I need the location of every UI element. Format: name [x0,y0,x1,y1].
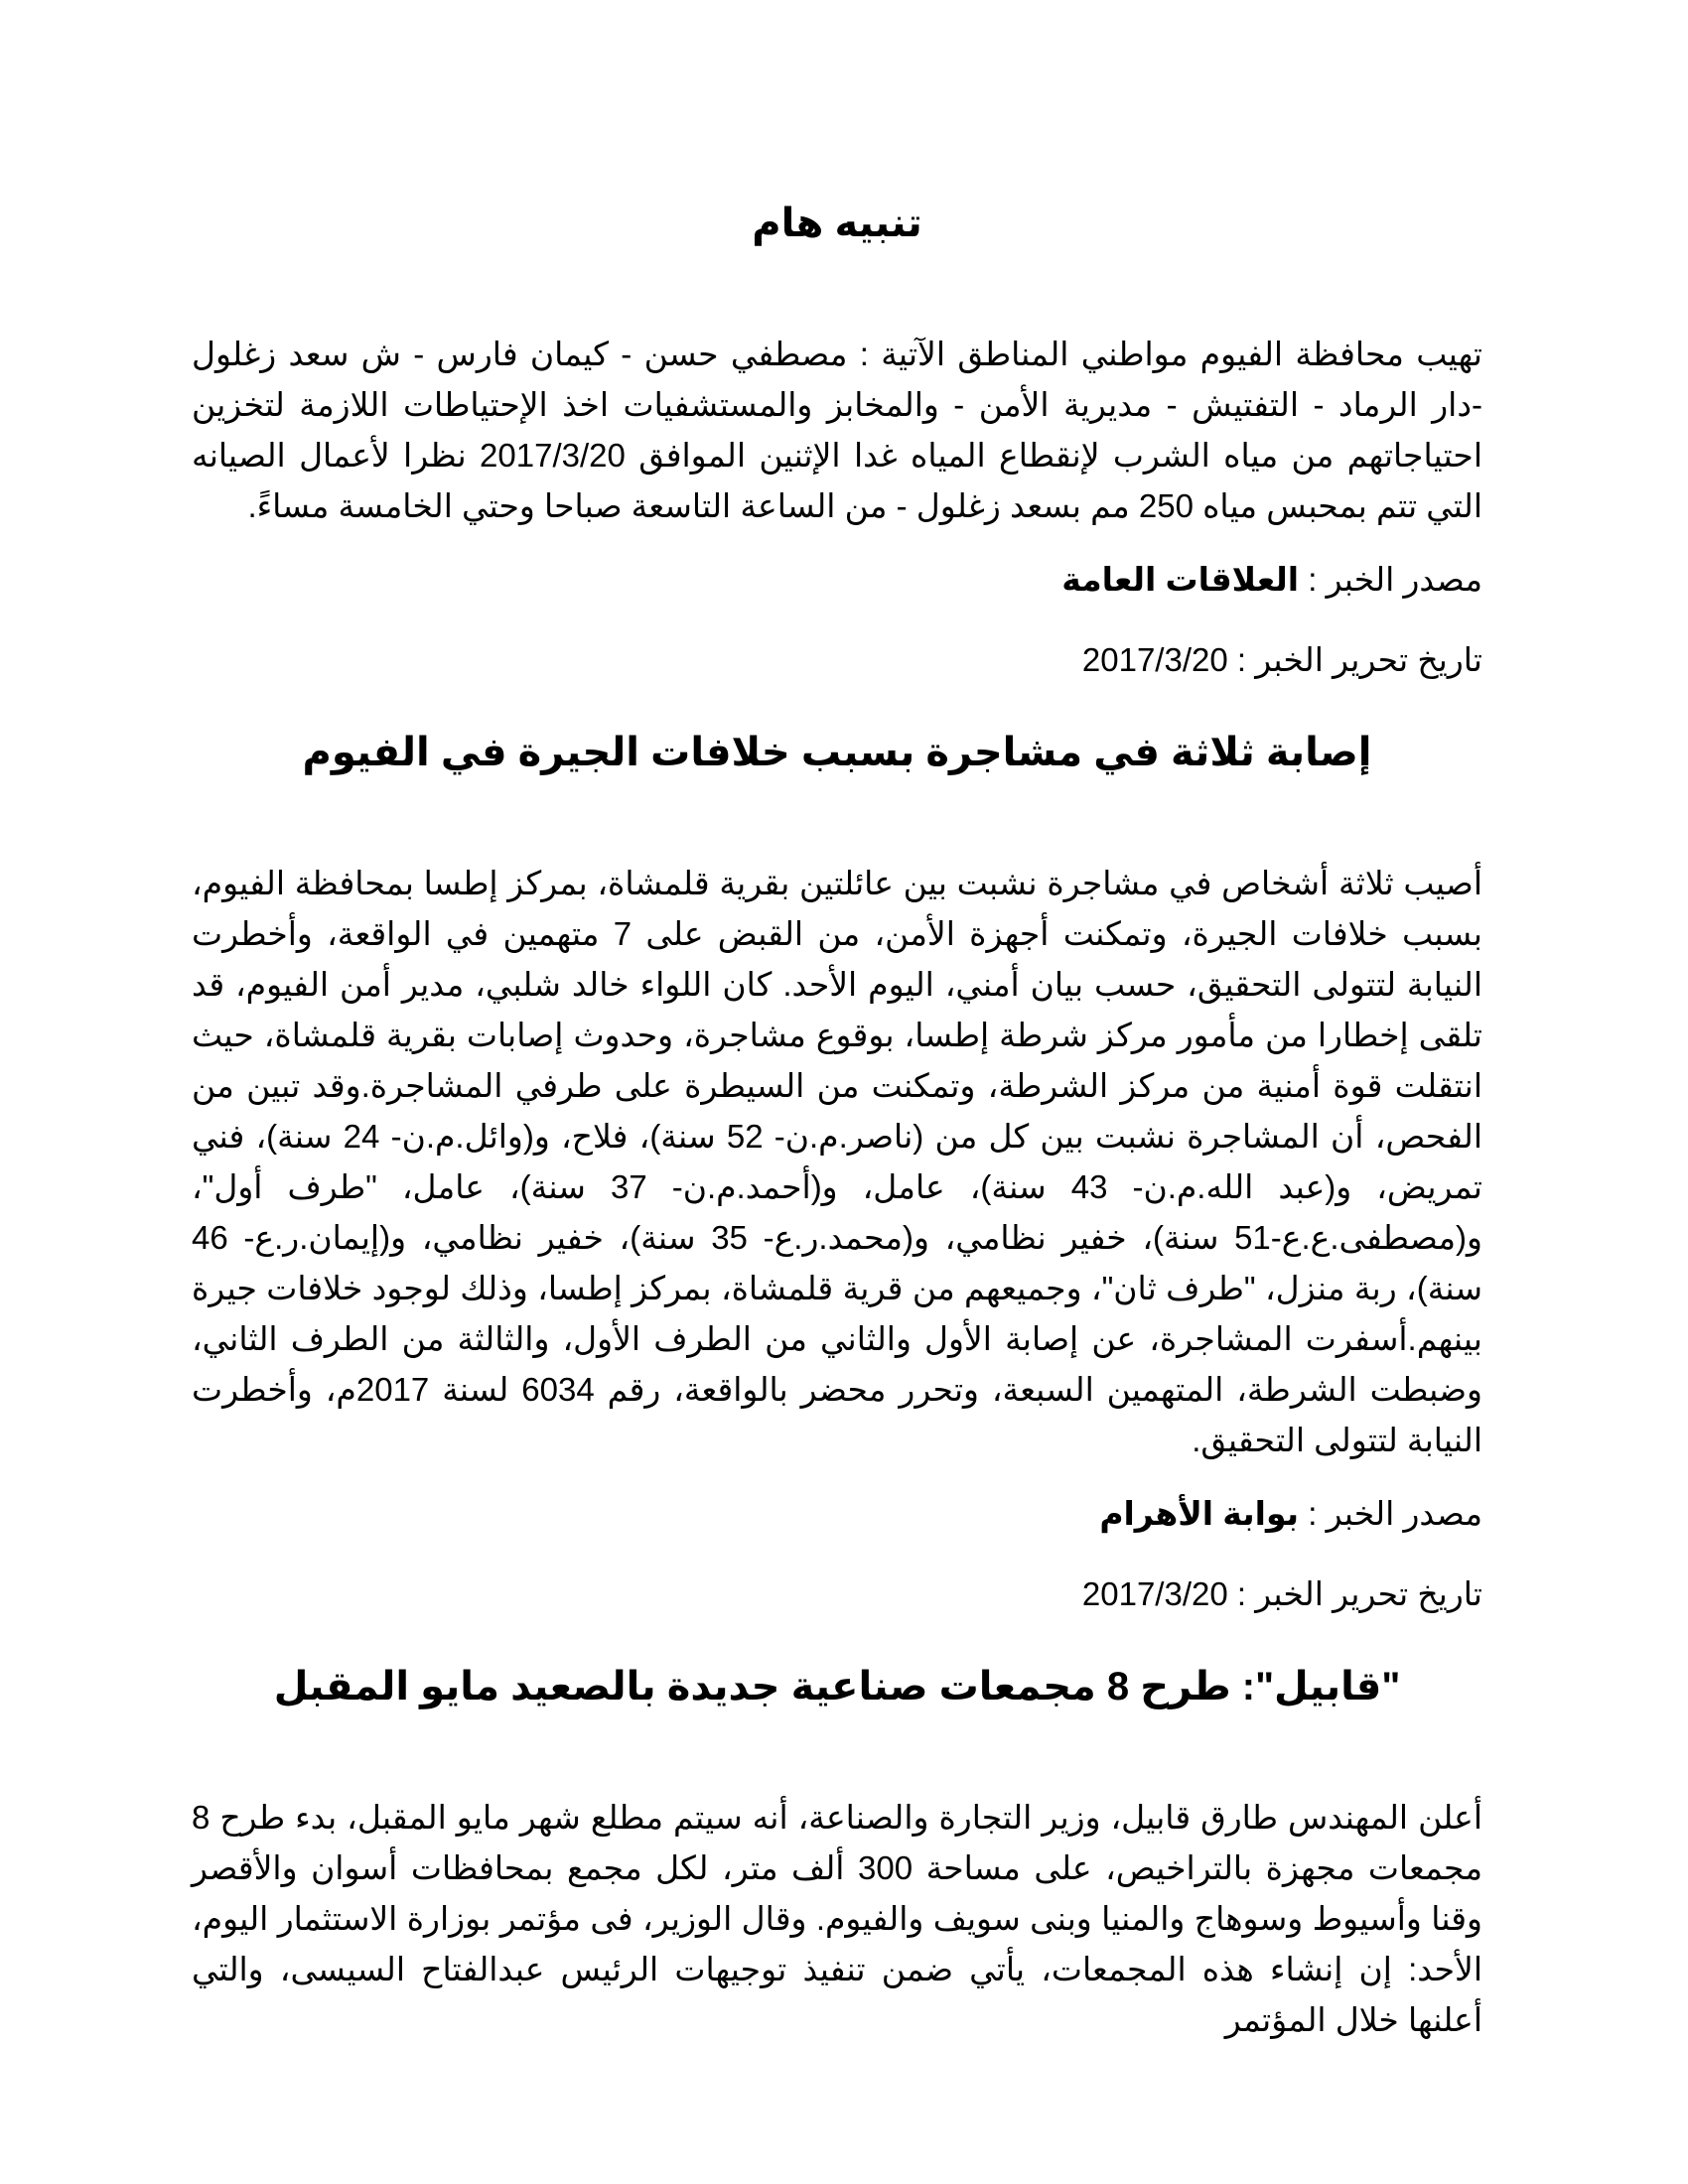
source-label: مصدر الخبر : [1308,1495,1482,1532]
article1-date [192,1569,1482,1619]
document-content [192,194,1482,2045]
date-label: تاريخ تحرير الخبر : [1236,641,1482,678]
article2-body: أعلن المهندس طارق قابيل، وزير التجارة والصناعة، أنه سيتم مطلع شهر مايو المقبل، بدء طرح 8 مجمعات مجهزة بالتراخيص، على مساحة 300 ألف متر، لكل مجمع بمحافظات أسوان والأقصر وقنا وأسيوط وسوهاج والمنيا وبنى سويف والفيوم. وقال الوزير، فى مؤتمر بوزارة الاستثمار اليوم، الأحد: إن إنشاء هذه المجمعات، يأتي ضمن تنفيذ توجيهات الرئيس عبدالفتاح السيسى، والتي أعلنها خلال المؤتمر [192,1799,1483,2038]
notice-source [192,554,1482,605]
article1-body: أصيب ثلاثة أشخاص في مشاجرة نشبت بين عائلتين بقرية قلمشاة، بمركز إطسا بمحافظة الفيوم، بسبب خلافات الجيرة، وتمكنت أجهزة الأمن، من القبض على 7 متهمين في الواقعة، وأخطرت النيابة لتتولى التحقيق، حسب بيان أمني، اليوم الأحد. كان اللواء خالد شلبي، مدير أمن الفيوم، قد تلقى إخطارا من مأمور مركز شرطة إطسا، بوقوع مشاجرة، وحدوث إصابات بقرية قلمشاة، حيث انتقلت قوة أمنية من مركز الشرطة، وتمكنت من السيطرة على طرفي المشاجرة.وقد تبين من الفحص، أن المشاجرة نشبت بين كل من (ناصر.م.ن- 52 سنة)، فلاح، و(وائل.م.ن- 24 سنة)، فني تمريض، و(عبد الله.م.ن- 43 سنة)، عامل، و(أحمد.م.ن- 37 سنة)، عامل، "طرف أول"، و(مصطفى.ع.ع-51 سنة)، خفير نظامي، و(محمد.ر.ع- 35 سنة)، خفير نظامي، و(إيمان.ر.ع- 46 سنة)، ربة منزل، "طرف ثان"، وجميعهم من قرية قلمشاة، بمركز إطسا، وذلك لوجود خلافات جيرة بينهم.أسفرت المشاجرة، عن إصابة الأول والثاني من الطرف الأول، والثالثة من الطرف الثاني، وضبطت الشرطة، المتهمين السبعة، وتحرر محضر بالواقعة، رقم 6034 لسنة 2017م، وأخطرت النيابة لتتولى التحقيق. [192,865,1482,1458]
article1-title: إصابة ثلاثة في مشاجرة بسبب خلافات الجيرة في الفيوم [302,731,1372,774]
article1-source [192,1488,1482,1539]
notice-body: تهيب محافظة الفيوم مواطني المناطق الآتية : مصطفي حسن - كيمان فارس - ش سعد زغلول -دار الرماد - التفتيش - مديرية الأمن - والمخابز والمستشفيات اخذ الإحتياطات اللازمة لتخزين احتياجاتهم من مياه الشرب لإنقطاع المياه غدا الإثنين الموافق 2017/3/20 نظرا لأعمال الصيانه التي تتم بمحبس مياه 250 مم بسعد زغلول - من الساعة التاسعة صباحا وحتي الخامسة مساءً. [192,336,1482,524]
source-label: مصدر الخبر : [1308,561,1482,598]
source-value: العلاقات العامة [1061,561,1300,598]
notice-date [192,634,1482,685]
notice-title: تنبيه هام [752,202,922,245]
source-value: بوابة الأهرام [1099,1495,1300,1532]
article2-title: "قابيل": طرح 8 مجمعات صناعية جديدة بالصعيد مايو المقبل [273,1665,1401,1708]
date-label: تاريخ تحرير الخبر : [1236,1575,1482,1612]
date-value: 2017/3/20 [1081,1575,1228,1612]
date-value: 2017/3/20 [1081,641,1228,678]
